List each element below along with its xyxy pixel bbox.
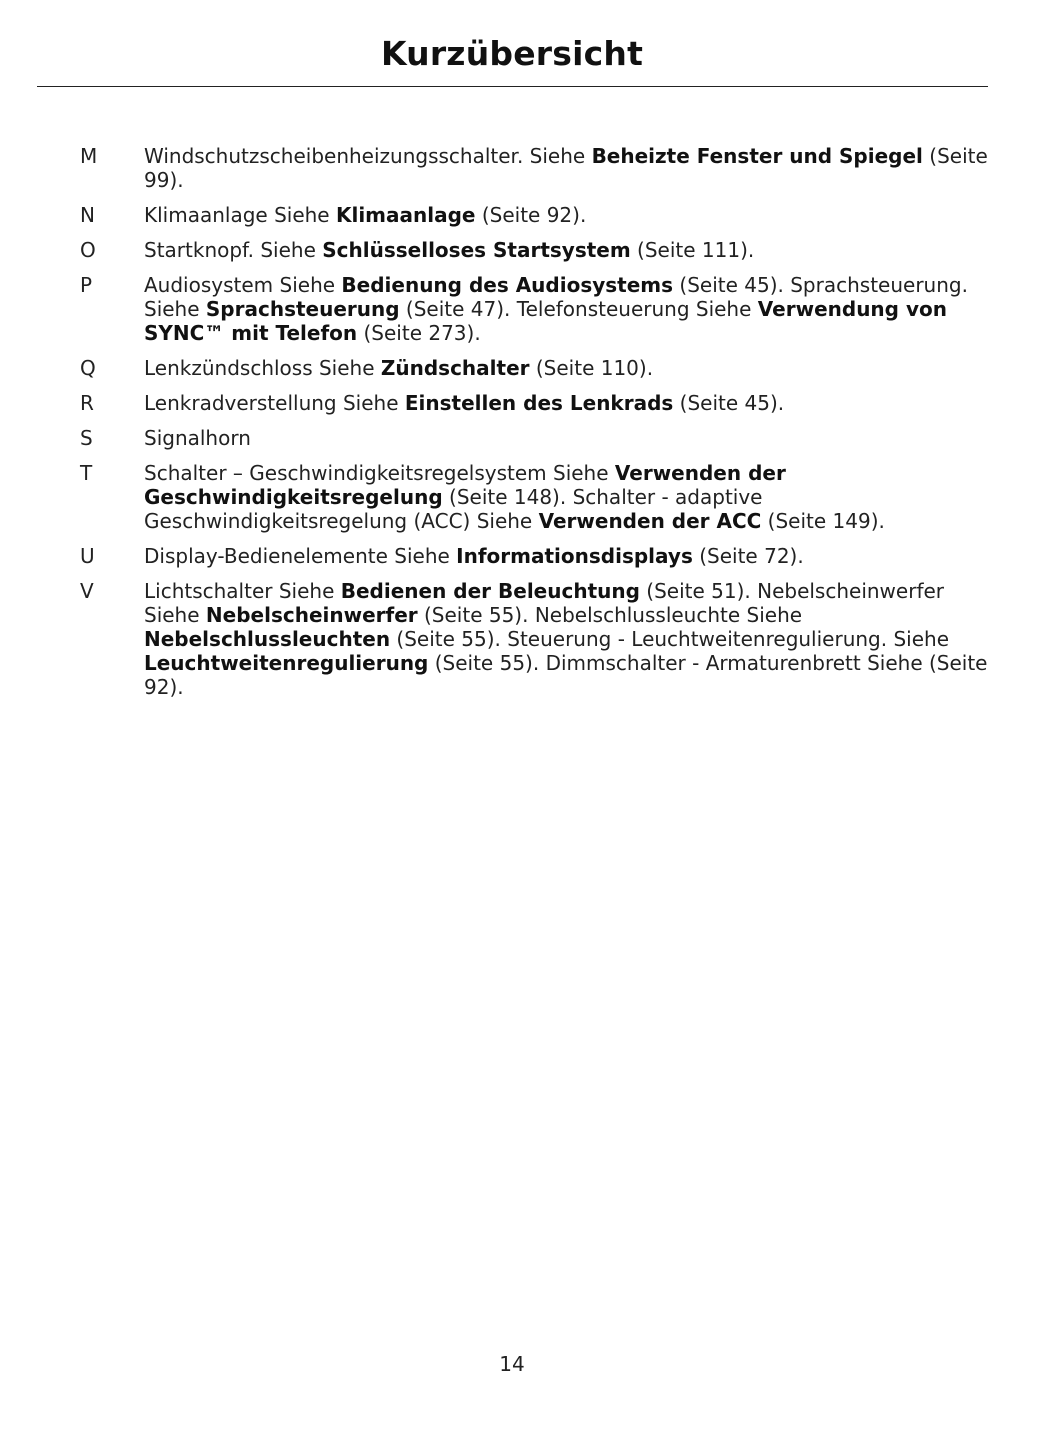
legend-item: [80, 144, 990, 192]
cross-reference-title: Einstellen des Lenkrads: [404, 391, 674, 415]
description-text: (Seite 47). Telefonsteuerung Siehe: [399, 297, 758, 321]
legend-description: [144, 238, 990, 262]
legend-item: [80, 391, 990, 415]
description-text: Lichtschalter Siehe: [144, 579, 341, 603]
description-text: (Seite 55). Dimmschalter - Armaturenbrett Siehe (Seite 92).: [144, 651, 988, 699]
cross-reference-title: Nebelscheinwerfer: [205, 603, 418, 627]
description-text: (Seite 92).: [475, 203, 587, 227]
cross-reference-title: Beheizte Fenster und Spiegel: [591, 144, 923, 168]
legend-description: [144, 426, 990, 450]
description-text: (Seite 55). Steuerung - Leuchtweitenregulierung. Siehe: [390, 627, 949, 651]
legend-item: [80, 544, 990, 568]
legend-description: [144, 391, 990, 415]
legend-list: [80, 144, 990, 710]
description-text: Lenkradverstellung Siehe: [144, 391, 405, 415]
description-text: Windschutzscheibenheizungsschalter. Siehe: [144, 144, 592, 168]
description-text: (Seite 55). Nebelschlussleuchte Siehe: [417, 603, 803, 627]
legend-item: [80, 238, 990, 262]
legend-key: V: [80, 579, 94, 603]
legend-description: [144, 203, 990, 227]
description-text: (Seite 148). Schalter - adaptive Geschwindigkeitsregelung (ACC) Siehe: [144, 485, 763, 533]
legend-item: [80, 273, 990, 345]
cross-reference-title: Schlüsselloses Startsystem: [322, 238, 631, 262]
legend-item: [80, 356, 990, 380]
description-text: Signalhorn: [144, 426, 251, 450]
legend-description: [144, 356, 990, 380]
legend-item: [80, 461, 990, 533]
legend-item: [80, 426, 990, 450]
description-text: (Seite 99).: [144, 144, 988, 192]
cross-reference-title: Bedienung des Audiosystems: [341, 273, 674, 297]
legend-key: M: [80, 144, 98, 168]
legend-key: T: [80, 461, 93, 485]
legend-description: [144, 144, 990, 192]
description-text: Startknopf. Siehe: [144, 238, 323, 262]
description-text: (Seite 111).: [630, 238, 755, 262]
description-text: (Seite 51). Nebelscheinwerfer Siehe: [144, 579, 945, 627]
legend-description: [144, 461, 990, 533]
legend-item: [80, 579, 990, 699]
legend-key: S: [80, 426, 93, 450]
title-divider: [37, 86, 988, 87]
description-text: (Seite 72).: [692, 544, 804, 568]
description-text: Audiosystem Siehe: [144, 273, 342, 297]
cross-reference-title: Nebelschlussleuchten: [144, 627, 391, 651]
cross-reference-title: Zündschalter: [380, 356, 530, 380]
description-text: Klimaanlage Siehe: [144, 203, 336, 227]
cross-reference-title: Informationsdisplays: [456, 544, 693, 568]
cross-reference-title: Verwenden der Geschwindigkeitsregelung: [144, 461, 786, 509]
legend-key: O: [80, 238, 96, 262]
description-text: (Seite 110).: [529, 356, 654, 380]
legend-description: [144, 273, 990, 345]
description-text: Lenkzündschloss Siehe: [144, 356, 381, 380]
legend-item: [80, 203, 990, 227]
description-text: (Seite 45).: [673, 391, 785, 415]
cross-reference-title: Sprachsteuerung: [205, 297, 400, 321]
cross-reference-title: Leuchtweitenregulierung: [144, 651, 429, 675]
legend-key: N: [80, 203, 95, 227]
cross-reference-title: Klimaanlage: [335, 203, 476, 227]
page-title: Kurzübersicht: [380, 34, 644, 73]
legend-description: [144, 544, 990, 568]
description-text: (Seite 149).: [761, 509, 885, 533]
legend-key: Q: [80, 356, 96, 380]
cross-reference-title: Verwenden der ACC: [538, 509, 762, 533]
page-number: 14: [499, 1352, 525, 1376]
description-text: (Seite 45). Sprachsteuerung. Siehe: [144, 273, 968, 321]
legend-key: R: [80, 391, 94, 415]
description-text: Display-Bedienelemente Siehe: [144, 544, 457, 568]
legend-key: U: [80, 544, 95, 568]
description-text: (Seite 273).: [357, 321, 481, 345]
description-text: Schalter – Geschwindigkeitsregelsystem Siehe: [144, 461, 615, 485]
legend-key: P: [80, 273, 93, 297]
cross-reference-title: Verwendung von SYNC™ mit Telefon: [144, 297, 947, 345]
legend-description: [144, 579, 990, 699]
cross-reference-title: Bedienen der Beleuchtung: [340, 579, 640, 603]
